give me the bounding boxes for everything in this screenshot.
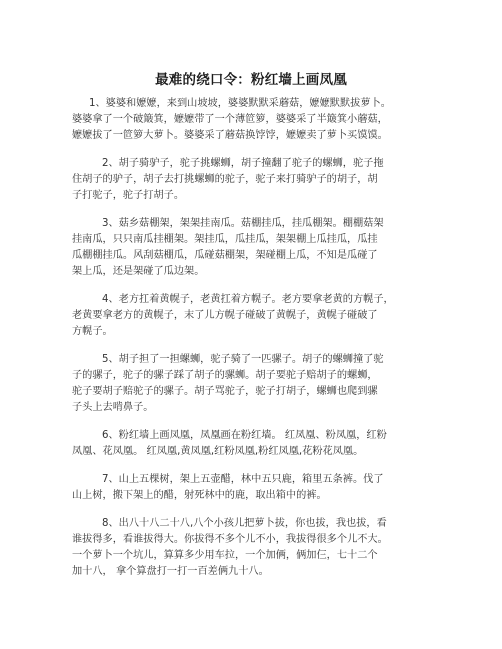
text-line: 驼子要胡子赔驼子的骡子。胡子骂驼子，驼子打胡子，螺蛳也爬到骡 <box>72 386 378 397</box>
text-line: 1、婆婆和嬷嬷，来到山坡坡，婆婆默默采蘑菇，嬷嬷默默拔萝卜。 <box>89 98 391 109</box>
text-line: 挂南瓜，只只南瓜挂棚架。架挂瓜，瓜挂瓜，架架棚上瓜挂瓜，瓜挂 <box>72 234 378 245</box>
text-line: 谁拔得多，看谁拔得大。你拔得不多个儿不小，我拔得很多个儿不大。 <box>72 534 388 545</box>
text-line: 凤凰、花凤凰。 红凤凰,黄凤凰,红粉凤凰,粉红凤凰,花粉花凤凰。 <box>72 446 364 457</box>
text-line: 加十八， 拿个算盘打一打一百差俩九十八。 <box>72 566 269 577</box>
text-line: 架上瓜，还是架碰了瓜边架。 <box>72 266 205 277</box>
text-line: 7、山上五棵树，架上五壶醋，林中五只鹿，箱里五条裤。伐了 <box>102 474 384 485</box>
text-line: 婆婆拿了一个破簸箕，嬷嬷带了一个薄笸箩，婆婆采了半簸箕小蘑菇， <box>72 114 388 125</box>
text-line: 住胡子的驴子，胡子去打挑螺蛳的驼子，驼子来打骑驴子的胡子，胡 <box>72 174 378 185</box>
text-line: 2、胡子骑驴子，驼子挑螺蛳，胡子撞翻了驼子的螺蛳，驼子拖 <box>102 158 384 169</box>
text-line: 5、胡子担了一担螺蛳，驼子骑了一匹骡子。胡子的螺蛳撞了驼 <box>102 354 384 365</box>
text-line: 子打驼子，驼子打胡子。 <box>72 190 185 201</box>
text-line: 4、老方扛着黄幌子，老黄扛着方幌子。老方要拿老黄的方幌子， <box>102 294 394 305</box>
text-line: 子的骡子，驼子的骡子踩了胡子的骡蛳。胡子要驼子赔胡子的螺蛳， <box>72 370 378 381</box>
text-line: 子头上去啃鼻子。 <box>72 402 154 413</box>
text-line: 老黄要拿老方的黄幌子，末了儿方幌子碰破了黄幌子，黄幌子碰破了 <box>72 310 378 321</box>
text-line: 瓜棚棚挂瓜。风刮菇棚瓜，瓜碰菇棚架，架碰棚上瓜，不知是瓜碰了 <box>72 250 378 261</box>
text-line: 6、粉红墙上画凤凰，凤凰画在粉红墙。 红凤凰、粉凤凰，红粉 <box>102 430 387 441</box>
text-line: 嬷嬷拔了一笸箩大萝卜。婆婆采了蘑菇换饽饽，嬷嬷卖了萝卜买馍馍。 <box>72 130 388 141</box>
text-line: 方幌子。 <box>72 326 113 337</box>
text-line: 8、出八十八二十八,八个小孩儿把萝卜拔，你也拔，我也拔，看 <box>102 518 387 529</box>
text-line: 一个萝卜一个坑儿，算算多少用车拉，一个加俩，俩加仨，七十二个 <box>72 550 378 561</box>
text-line: 3、菇乡菇棚架，架架挂南瓜。菇棚挂瓜，挂瓜棚架。棚棚菇架 <box>102 218 384 229</box>
text-line: 山上树，搬下架上的醋，射死林中的鹿，取出箱中的裤。 <box>72 490 327 501</box>
document-title: 最难的绕口令：粉红墙上画凤凰 <box>155 72 347 88</box>
